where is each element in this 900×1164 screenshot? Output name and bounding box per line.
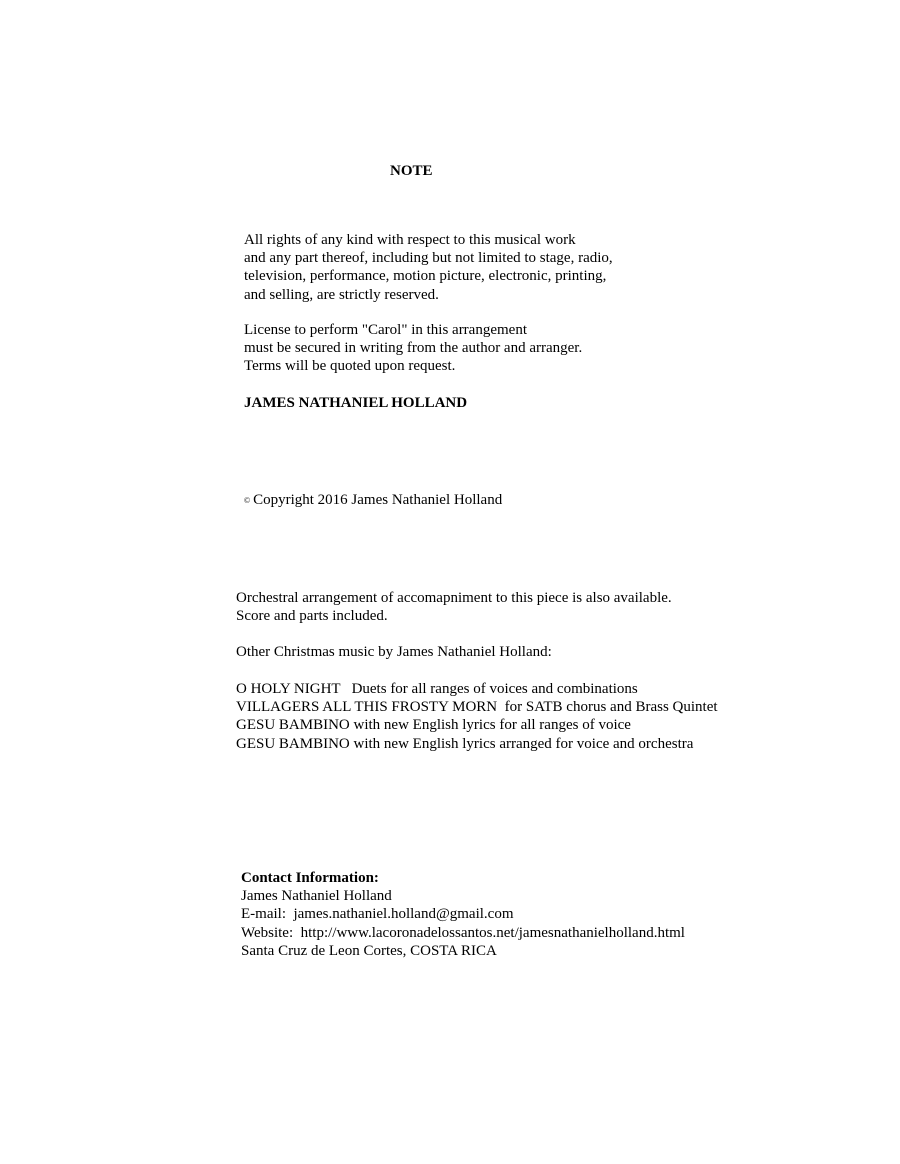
contact-section	[241, 869, 685, 960]
list-item: VILLAGERS ALL THIS FROSTY MORN for SATB chorus and Brass Quintet	[236, 699, 718, 716]
list-item: O HOLY NIGHT Duets for all ranges of voices and combinations	[236, 681, 638, 697]
availability-line: Score and parts included.	[236, 608, 388, 625]
license-line: License to perform "Carol" in this arrangement	[244, 322, 527, 338]
list-item: GESU BAMBINO with new English lyrics arranged for voice and orchestra	[236, 735, 694, 752]
page-title: NOTE	[390, 163, 433, 179]
contact-email: E-mail: james.nathaniel.holland@gmail.com	[241, 906, 514, 923]
rights-line: and any part thereof, including but not limited to stage, radio,	[244, 250, 613, 267]
rights-paragraph	[244, 231, 613, 304]
contact-website: Website: http://www.lacoronadelossantos.net/jamesnathanielholland.html	[241, 924, 685, 941]
copyright-icon: ©	[244, 496, 251, 505]
rights-line: All rights of any kind with respect to this musical work	[244, 232, 576, 248]
availability-line: Orchestral arrangement of accomapniment to this piece is also available.	[236, 590, 672, 606]
contact-location: Santa Cruz de Leon Cortes, COSTA RICA	[241, 942, 497, 959]
other-music-heading: Other Christmas music by James Nathaniel Holland:	[236, 644, 552, 660]
rights-line: television, performance, motion picture, electronic, printing,	[244, 268, 607, 285]
rights-line: and selling, are strictly reserved.	[244, 286, 439, 303]
license-line: Terms will be quoted upon request.	[244, 358, 456, 375]
contact-heading: Contact Information:	[241, 870, 379, 886]
author-name: JAMES NATHANIEL HOLLAND	[244, 395, 468, 411]
orchestral-availability	[236, 589, 672, 625]
license-line: must be secured in writing from the author and arranger.	[244, 340, 583, 357]
works-list	[236, 680, 718, 753]
copyright-text: Copyright 2016 James Nathaniel Holland	[253, 492, 503, 508]
copyright-line	[244, 491, 502, 510]
license-paragraph	[244, 321, 582, 376]
contact-name: James Nathaniel Holland	[241, 888, 392, 905]
list-item: GESU BAMBINO with new English lyrics for all ranges of voice	[236, 717, 631, 734]
